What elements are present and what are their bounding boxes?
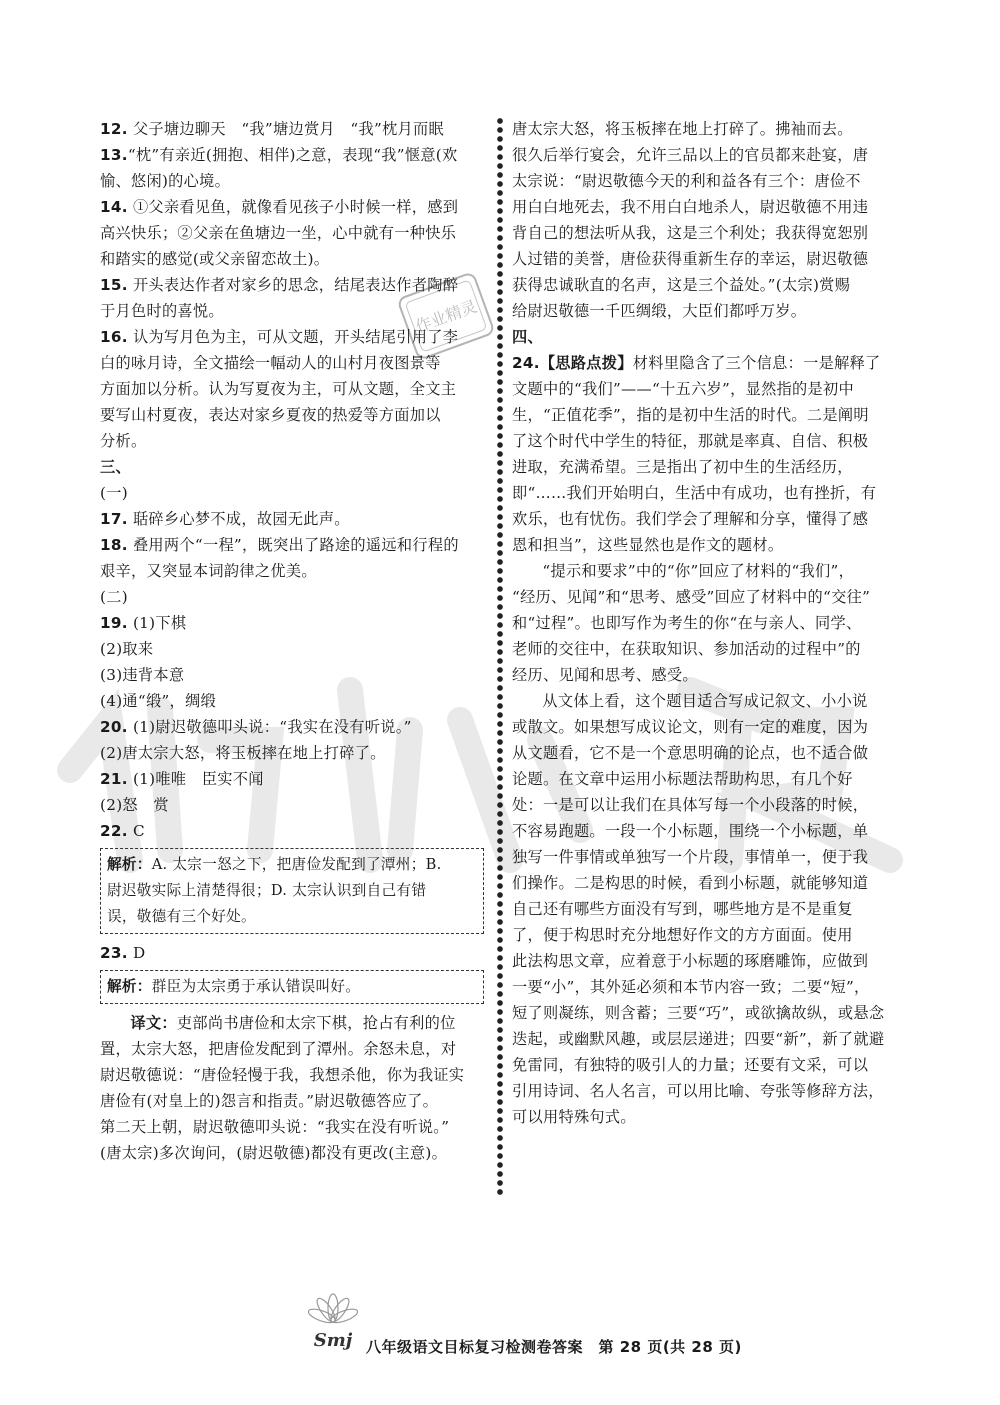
- paragraph-line: “经历、见闻”和“思考、感受”回应了材料中的“交往”: [512, 588, 871, 606]
- answer-line: [100, 818, 484, 844]
- translation-text: 吏部尚书唐俭和太宗下棋，抢占有利的位: [176, 1014, 456, 1032]
- paragraph-line: 或散文。如果想写成议论文，则有一定的难度，因为: [512, 718, 869, 736]
- analysis-label: 解析：: [107, 978, 152, 995]
- answer-text: 生，“正值花季”，指的是初中生活的时代。二是阐明: [512, 406, 869, 424]
- analysis-text: A. 太宗一怒之下，把唐俭发配到了潭州；B.: [151, 856, 442, 873]
- question-number: 14.: [100, 198, 128, 216]
- answer-line: [100, 324, 484, 350]
- answer-text: 文题中的“我们”——“十五六岁”，显然指的是初中: [512, 380, 855, 398]
- answer-text: 艰辛，又突显本词韵律之优美。: [100, 562, 317, 580]
- translation-text: 很久后举行宴会，允许三品以上的官员都来赴宴，唐: [512, 146, 869, 164]
- answer-24: [512, 350, 906, 558]
- answer-continuation: [100, 168, 484, 194]
- answer-line: [100, 194, 484, 220]
- answer-text: (2)取来: [100, 640, 154, 658]
- answer-text: 材料里隐含了三个信息：一是解释了: [632, 354, 881, 372]
- answer-continuation: [100, 220, 484, 246]
- question-number: 20.: [100, 718, 128, 736]
- answer-text: 白的咏月诗，全文描绘一幅动人的山村月夜图景等: [100, 354, 441, 372]
- answer-continuation: [100, 376, 484, 402]
- paragraph: [512, 688, 906, 1130]
- paragraph-line: 论题。在文章中运用小标题法帮助构思，有几个好: [512, 770, 853, 788]
- answer-continuation: [100, 636, 484, 662]
- paragraph-line: 不容易跑题。一段一个小标题，围绕一个小标题，单: [512, 822, 869, 840]
- translation-text: 唐太宗大怒，将玉板摔在地上打碎了。拂袖而去。: [512, 120, 853, 138]
- answer-text: (一): [100, 484, 128, 502]
- paragraph-line: “提示和要求”中的“你”回应了材料的“我们”，: [542, 562, 855, 580]
- answer-text: 进取，充满希望。三是指出了初中生的生活经历，: [512, 458, 853, 476]
- answer-continuation: [100, 428, 484, 454]
- answer-text: 愉、悠闲)的心境。: [100, 172, 231, 190]
- logo-text: Smj: [313, 1330, 353, 1351]
- question-number: 17.: [100, 510, 128, 528]
- paragraph-line: 免雷同，有独特的吸引人的力量；还要有文采，可以: [512, 1056, 869, 1074]
- answer-text: 和踏实的感觉(或父亲留恋故土)。: [100, 250, 330, 268]
- answer-continuation: [100, 792, 484, 818]
- answer-line: [100, 116, 484, 142]
- answer-continuation: [100, 480, 484, 506]
- stamp-text: 作业精灵: [412, 296, 480, 337]
- answer-text: (3)违背本意: [100, 666, 185, 684]
- answer-text: 分析。: [100, 432, 147, 450]
- translation-text: (唐太宗)多次询问，(尉迟敬德)都没有更改(主意)。: [100, 1144, 448, 1162]
- answer-text: 要写山村夏夜，表达对家乡夏夜的热爱等方面加以: [100, 406, 441, 424]
- column-divider: [497, 118, 503, 1198]
- translation-text: 唐俭有(对皇上的)怨言和指责。”尉迟敬德答应了。: [100, 1092, 439, 1110]
- page-footer: 八年级语文目标复习检测卷答案 第 28 页(共 28 页): [366, 1338, 742, 1356]
- answer-text: 认为写月色为主，可从文题，开头结尾引用了李: [127, 328, 459, 346]
- analysis-text: 群臣为太宗勇于承认错误叫好。: [151, 978, 361, 995]
- answer-continuation: [100, 584, 484, 610]
- answer-text: (1)下棋: [127, 614, 187, 632]
- answer-continuation: [100, 558, 484, 584]
- section-heading: 三、: [100, 458, 131, 476]
- answer-line: [100, 506, 484, 532]
- translation-continued: [512, 116, 906, 324]
- answer-text: “枕”有亲近(拥抱、相伴)之意，表现“我”惬意(欢: [127, 146, 458, 164]
- question-number: 16.: [100, 328, 128, 346]
- analysis-text: 误，敬德有三个好处。: [107, 908, 256, 925]
- analysis-text: 尉迟敬实际上清楚得很；D. 太宗认识到自己有错: [107, 882, 427, 899]
- translation-text: 给尉迟敬德一千匹绸缎，大臣们都呼万岁。: [512, 302, 807, 320]
- answer-text: 开头表达作者对家乡的思念，结尾表达作者陶醉: [127, 276, 459, 294]
- paragraph-line: 们操作。二是构思的时候，看到小标题，就能够知道: [512, 874, 869, 892]
- paragraph-line: 自己还有哪些方面没有写到，哪些地方是不是重复: [512, 900, 853, 918]
- answer-text: 父子塘边聊天 “我”塘边赏月 “我”枕月而眠: [127, 120, 444, 138]
- answer-continuation: [100, 740, 484, 766]
- answer-23: [100, 940, 484, 966]
- translation-label: 译文：: [130, 1014, 177, 1032]
- tip-tag: 【思路点拨】: [539, 354, 633, 372]
- paragraph-line: 从文题看，它不是一个意思明确的论点，也不适合做: [512, 744, 869, 762]
- section-heading: 四、: [512, 328, 543, 346]
- answer-text: ①父亲看见鱼，就像看见孩子小时候一样，感到: [127, 198, 459, 216]
- question-number: 15.: [100, 276, 128, 294]
- translation-text: 背自己的想法听从我，这是三个利处；我获得宽恕别: [512, 224, 869, 242]
- question-number: 22.: [100, 822, 128, 840]
- answer-text: (2)唐太宗大怒，将玉板摔在地上打碎了。: [100, 744, 386, 762]
- paragraph-line: 和“过程”。也即写作为考生的你“在与亲人、同学、: [512, 614, 862, 632]
- answer-line: [100, 142, 484, 168]
- translation: [100, 1010, 484, 1166]
- answer-continuation: [100, 298, 484, 324]
- translation-text: 太宗说：“尉迟敬德今天的利和益各有三个：唐俭不: [512, 172, 861, 190]
- answer-text: (1)尉迟敬德叩头说：“我实在没有听说。”: [127, 718, 412, 736]
- question-number: 21.: [100, 770, 128, 788]
- translation-text: 用白白地死去，我不用白白地杀人，尉迟敬德不用违: [512, 198, 869, 216]
- translation-text: 获得忠诚耿直的名声，这是三个益处。”(太宗)赏赐: [512, 276, 851, 294]
- answer-text: 了这个时代中学生的特征，那就是率真、自信、积极: [512, 432, 869, 450]
- paragraph-line: 短了则凝练，则含蓄；三要“巧”，或欲擒故纵，或悬念: [512, 1004, 885, 1022]
- question-number: 12.: [100, 120, 128, 138]
- answer-continuation: [100, 402, 484, 428]
- paragraph-line: 经历、见闻和思考、感受。: [512, 666, 698, 684]
- answer-text: 恩和担当”，这些显然也是作文的题材。: [512, 536, 784, 554]
- left-answers: [100, 116, 484, 844]
- paragraph-line: 从文体上看，这个题目适合写成记叙文、小小说: [542, 692, 868, 710]
- answer-text: 高兴快乐；②父亲在鱼塘边一坐，心中就有一种快乐: [100, 224, 457, 242]
- answer-line: [100, 272, 484, 298]
- paragraph-line: 处：一是可以让我们在具体写每一个小段落的时候，: [512, 796, 869, 814]
- answer-line: [100, 610, 484, 636]
- answer-text: 欢乐，也有忧伤。我们学会了理解和分享，懂得了感: [512, 510, 869, 528]
- answer-line: [100, 714, 484, 740]
- question-number: 24.: [512, 354, 540, 372]
- answer-text: 聒碎乡心梦不成，故园无此声。: [127, 510, 350, 528]
- answer-text: C: [127, 822, 145, 840]
- translation-text: 第二天上朝，尉迟敬德叩头说：“我实在没有听说。”: [100, 1118, 450, 1136]
- answer-text: (4)通“缎”，绸缎: [100, 692, 216, 710]
- question-number: 23.: [100, 944, 128, 962]
- answer-text: (1)唯唯 臣实不闻: [127, 770, 264, 788]
- answer-text: 即“……我们开始明白，生活中有成功，也有挫折，有: [512, 484, 877, 502]
- analysis-box-22: [100, 848, 484, 934]
- translation-text: 置，太宗大怒，把唐俭发配到了潭州。余怒未息，对: [100, 1040, 457, 1058]
- answer-line: [100, 766, 484, 792]
- paragraph-line: 引用诗词、名人名言，可以用比喻、夸张等修辞方法，: [512, 1082, 884, 1100]
- answer-text: 叠用两个“一程”，既突出了路途的遥远和行程的: [127, 536, 459, 554]
- translation-text: 尉迟敬德说：“唐俭轻慢于我，我想杀他，你为我证实: [100, 1066, 465, 1084]
- paragraph: [512, 558, 906, 688]
- answer-continuation: [100, 246, 484, 272]
- paragraph-line: 一要“小”，其外延必须和本节内容一致；二要“短”，: [512, 978, 870, 996]
- answer-continuation: [100, 662, 484, 688]
- left-column: [100, 116, 484, 1166]
- paragraph-line: 老师的交往中，在获取知识、参加活动的过程中”的: [512, 640, 861, 658]
- paragraph-line: 了，便于构思时充分地想好作文的方方面面。使用: [512, 926, 853, 944]
- answer-line: [100, 532, 484, 558]
- question-number: 13.: [100, 146, 128, 164]
- analysis-box-23: [100, 970, 484, 1004]
- question-number: 19.: [100, 614, 128, 632]
- answer-continuation: [100, 688, 484, 714]
- question-number: 18.: [100, 536, 128, 554]
- paragraph-line: 独写一件事情或单独写一个片段，事情单一，便于我: [512, 848, 869, 866]
- answer-text: (2)怒 赏: [100, 796, 169, 814]
- paragraph-line: 迭起，或幽默风趣，或层层递进；四要“新”，新了就避: [512, 1030, 885, 1048]
- answer-text: 于月色时的喜悦。: [100, 302, 224, 320]
- answer-continuation: [100, 350, 484, 376]
- translation-text: 人过错的美誉，唐俭获得重新生存的幸运，尉迟敬德: [512, 250, 869, 268]
- right-column: [512, 116, 906, 1130]
- brand-logo: [298, 1290, 368, 1352]
- paragraph-line: 可以用特殊句式。: [512, 1108, 636, 1126]
- answer-text: (二): [100, 588, 128, 606]
- answer-text: 方面加以分析。认为写夏夜为主，可从文题，全文主: [100, 380, 457, 398]
- analysis-label: 解析：: [107, 856, 152, 873]
- paragraph-line: 此法构思文章，应着意于小标题的琢磨雕饰，应做到: [512, 952, 869, 970]
- answer-text: D: [127, 944, 146, 962]
